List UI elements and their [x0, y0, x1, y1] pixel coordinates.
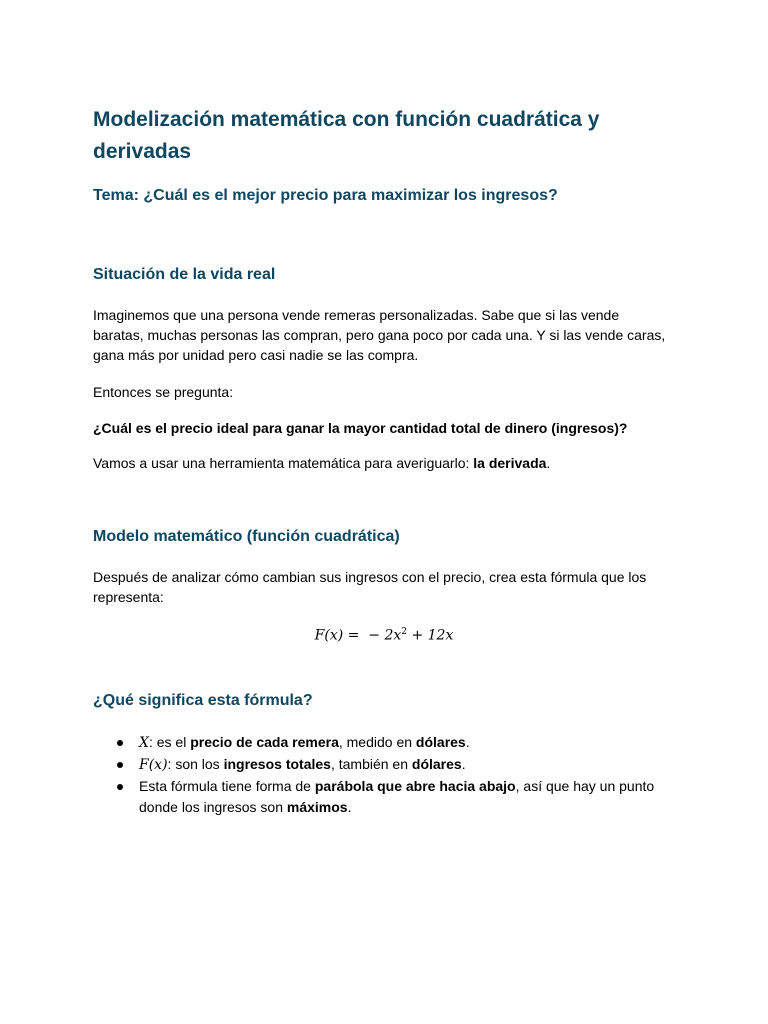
list-item-text: .: [465, 734, 470, 750]
list-item-text: : es el: [148, 734, 191, 750]
section-heading-real-life: Situación de la vida real: [93, 266, 276, 283]
list-item: [93, 754, 673, 776]
formula-rest: + 12x: [411, 627, 454, 644]
bullet-icon: [117, 784, 123, 790]
question-intro: Entonces se pregunta:: [93, 384, 234, 400]
formula-exponent: 2: [401, 627, 407, 637]
bullet-icon: [117, 762, 123, 768]
model-paragraph: Después de analizar cómo cambian sus ingresos con el precio, crea esta fórmula que los representa:: [93, 569, 647, 605]
topic-heading: Tema: ¿Cuál es el mejor precio para maximizar los ingresos?: [93, 187, 558, 204]
list-item-text: : son los: [167, 756, 224, 772]
list-item-bold: máximos: [286, 799, 348, 815]
list-item-bold: ingresos totales: [223, 756, 331, 772]
section-heading-model: Modelo matemático (función cuadrática): [93, 528, 400, 545]
tool-text: Vamos a usar una herramienta matemática para averiguarlo:: [93, 455, 474, 471]
list-item-text: , medido en: [338, 734, 416, 750]
formula-lhs: F(x) =: [314, 627, 360, 644]
bullet-icon: [117, 740, 123, 746]
list-item-bold: dólares: [411, 756, 462, 772]
list-item-bold: precio de cada remera: [190, 734, 339, 750]
tool-end: .: [546, 455, 551, 471]
quadratic-formula: [0, 622, 768, 646]
variable-x: X: [139, 735, 149, 751]
tool-bold: la derivada: [473, 455, 547, 471]
list-item: [93, 776, 673, 818]
list-item-text: , así que hay un punto donde los ingresos son: [139, 778, 655, 815]
list-item-text: , también en: [330, 756, 412, 772]
meaning-list: [93, 732, 673, 818]
formula-minus: − 2x: [368, 627, 402, 644]
key-question: ¿Cuál es el precio ideal para ganar la mayor cantidad total de dinero (ingresos)?: [93, 420, 628, 436]
list-item-text: .: [347, 799, 352, 815]
list-item-bold: dólares: [415, 734, 466, 750]
list-item: [93, 732, 673, 754]
list-item-bold: parábola que abre hacia abajo: [314, 778, 516, 794]
list-item-text: .: [461, 756, 466, 772]
tool-paragraph: [93, 453, 673, 473]
function-fx: F(x): [139, 757, 168, 773]
section-heading-meaning: ¿Qué significa esta fórmula?: [93, 692, 313, 709]
real-life-paragraph: Imaginemos que una persona vende remeras personalizadas. Sabe que si las vende baratas, muchas personas las compran, pero gana poco por cada una. Y si las vende caras, gana más por unidad pero casi nadie se las compra.: [93, 307, 666, 363]
list-item-text: Esta fórmula tiene forma de: [139, 778, 315, 794]
document-title: Modelización matemática con función cuadrática y derivadas: [93, 108, 600, 163]
